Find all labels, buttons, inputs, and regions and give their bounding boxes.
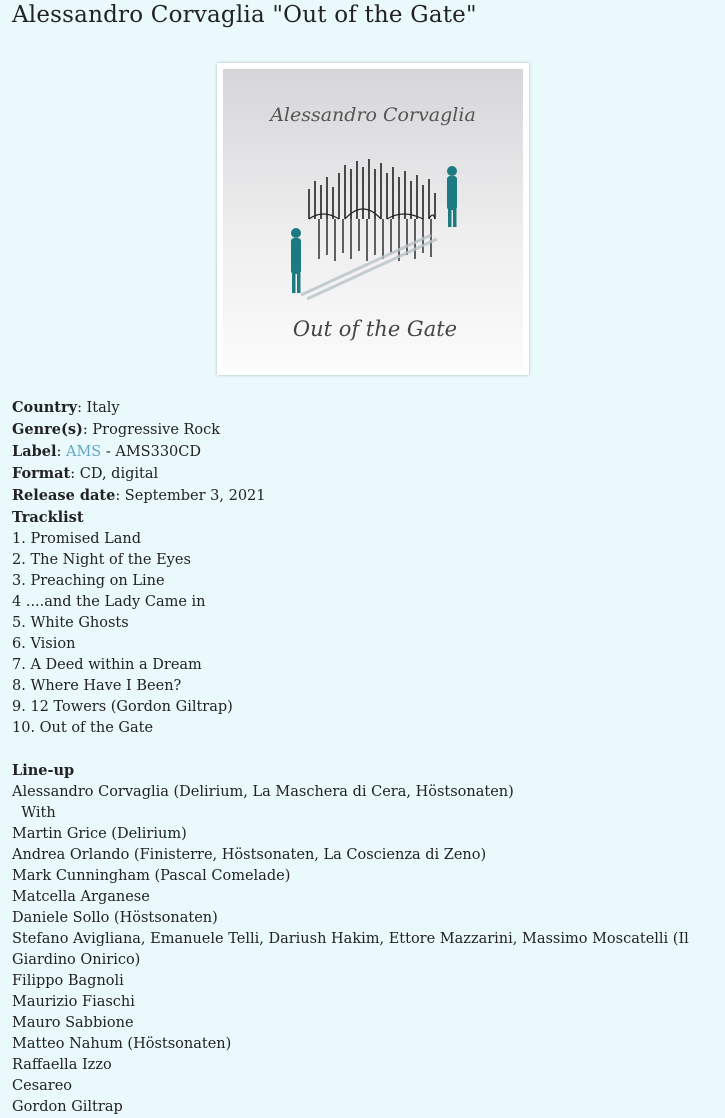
cover-title-text: Out of the Gate [292,317,458,341]
format-label: Format [12,465,71,482]
country-label: Country [12,399,78,416]
page-title: Alessandro Corvaglia "Out of the Gate" [12,2,477,28]
section-spacer [12,739,717,760]
genre-label: Genre(s) [12,421,83,438]
lineup-member: Mark Cunningham (Pascal Comelade) [12,868,291,884]
lineup-member: Andrea Orlando (Finisterre, Höstsonaten, La Coscienza di Zeno) [12,847,487,863]
lineup-heading [12,760,717,782]
lineup-member: With [12,805,56,821]
cover-artist-text: Alessandro Corvaglia [270,104,476,126]
lineup-member: Maurizio Fiaschi [12,994,135,1010]
lineup-member: Matcella Arganese [12,889,150,905]
lineup-member: Stefano Avigliana, Emanuele Telli, Dariush Hakim, Ettore Mazzarini, Massimo Moscatelli (Il Giardino Onirico) [12,931,689,968]
genre-row [12,419,717,441]
country-row [12,397,717,419]
album-info [12,397,717,1118]
track-item: 5. White Ghosts [12,615,129,631]
track-item: 6. Vision [12,636,76,652]
lineup-member: Filippo Bagnoli [12,973,124,989]
tracklist-heading-text: Tracklist [12,509,84,526]
format-row [12,463,717,485]
track-item: 4 ....and the Lady Came in [12,594,206,610]
lineup-member: Alessandro Corvaglia (Delirium, La Maschera di Cera, Höstsonaten) [12,784,514,800]
lineup-member: Daniele Sollo (Höstsonaten) [12,910,218,926]
label-link[interactable]: AMS [65,444,102,460]
label-separator: : [56,444,66,460]
release-label: Release date [12,487,116,504]
label-row [12,441,717,463]
format-value: : CD, digital [70,466,159,482]
album-cover[interactable] [217,63,529,375]
track-item: 10. Out of the Gate [12,720,154,736]
track-item: 7. A Deed within a Dream [12,657,202,673]
lineup-heading-text: Line-up [12,762,75,779]
track-item: 2. The Night of the Eyes [12,552,191,568]
label-value: - AMS330CD [101,444,201,460]
track-item: 3. Preaching on Line [12,573,165,589]
release-value: : September 3, 2021 [115,488,266,504]
lineup-member: Raffaella Izzo [12,1057,112,1073]
label-label: Label [12,443,57,460]
track-item: 8. Where Have I Been? [12,678,182,694]
lineup-member: Martin Grice (Delirium) [12,826,187,842]
tracklist-heading [12,507,717,529]
lineup-member: Mauro Sabbione [12,1015,134,1031]
genre-value: : Progressive Rock [82,422,221,438]
lineup-member: Matteo Nahum (Höstsonaten) [12,1036,232,1052]
track-item: 1. Promised Land [12,531,142,547]
country-value: : Italy [77,400,120,416]
track-item: 9. 12 Towers (Gordon Giltrap) [12,699,233,715]
lineup-member: Cesareo [12,1078,73,1094]
album-cover-art [223,69,523,369]
release-row [12,485,717,507]
lineup-member: Gordon Giltrap [12,1099,123,1115]
